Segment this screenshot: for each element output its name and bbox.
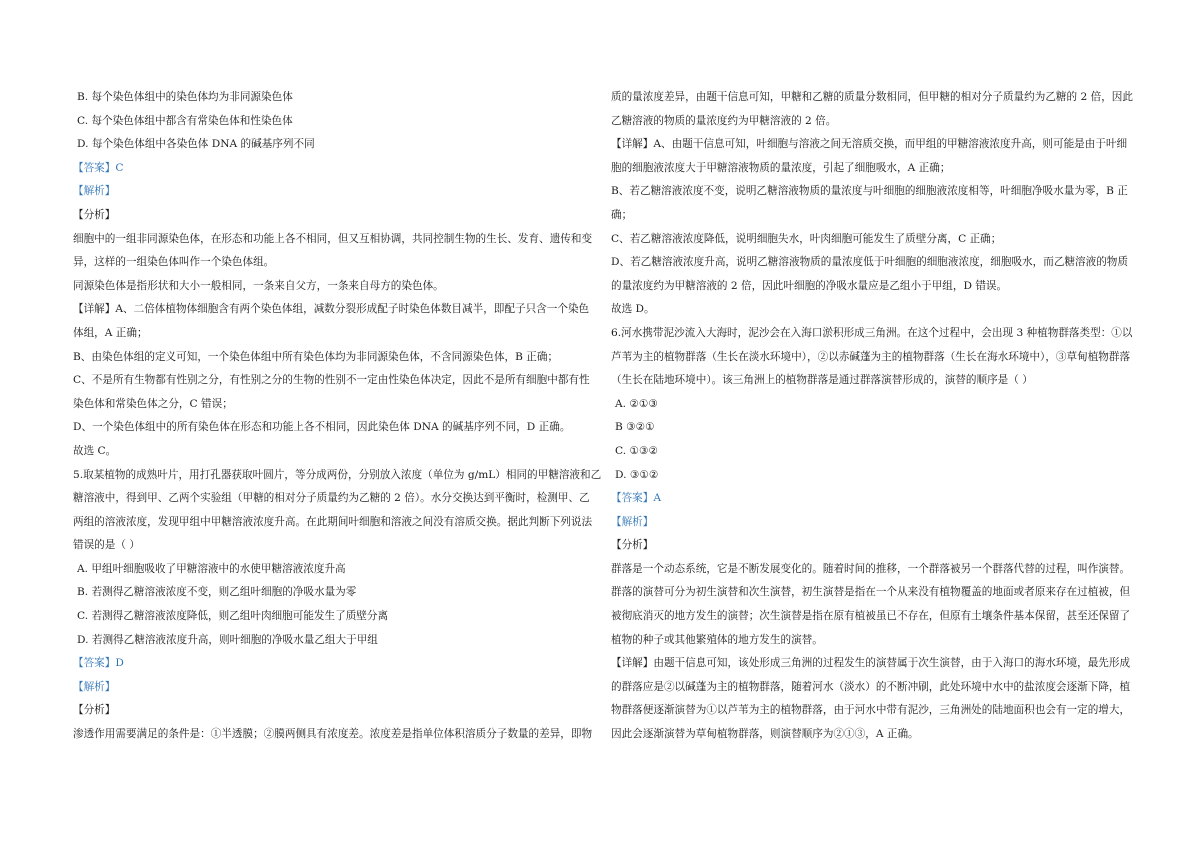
text-line: C. 每个染色体组中都含有常染色体和性染色体	[77, 114, 293, 127]
text-line: 乙糖溶液的物质的量浓度约为甲糖溶液的 2 倍。	[611, 114, 837, 127]
text-line: 错误的是（ ）	[73, 539, 140, 552]
text-line: B. 每个染色体组中的染色体均为非同源染色体	[77, 91, 293, 103]
text-line: 细胞中的一组非同源染色体，在形态和功能上各不相同，但又互相协调，共同控制生物的生长、发育、遗传和变	[73, 232, 593, 245]
text-line: D. 若测得乙糖溶液浓度升高，则叶细胞的净吸水量乙组大于甲组	[77, 633, 378, 646]
text-line: 【详解】A、由题干信息可知，叶细胞与溶液之间无溶质交换，而甲组的甲糖溶液浓度升高，则可能是由于叶细	[611, 138, 1128, 151]
text-line: B、若乙糖溶液浓度不变，说明乙糖溶液物质的量浓度与叶细胞的细胞液浓度相等，叶细胞净吸水量为零，B 正	[611, 185, 1128, 198]
text-line: C、若乙糖溶液浓度降低，说明细胞失水，叶肉细胞可能发生了质壁分离，C 正确；	[611, 232, 1002, 245]
text-line: 质的量浓度差异，由题干信息可知，甲糖和乙糖的质量分数相同，但甲糖的相对分子质量约为乙糖的 2 倍，因此	[611, 91, 1133, 103]
text-line: 植物的种子或其他繁殖体的地方发生的演替。	[611, 633, 823, 646]
text-line: 异，这样的一组染色体叫作一个染色体组。	[73, 256, 275, 269]
text-line: 渗透作用需要满足的条件是：①半透膜；②膜两侧具有浓度差。浓度差是指单位体积溶质分子数量的差异，即物	[73, 728, 593, 741]
text-line: 物群落便逐渐演替为①以芦苇为主的植物群落，由于河水中带有泥沙，三角洲处的陆地面积也会有一定的增大，	[611, 704, 1131, 717]
text-line: 的量浓度约为甲糖溶液的 2 倍，因此叶细胞的净吸水量应是乙组小于甲组，D 错误。	[611, 279, 1008, 292]
text-line: B、由染色体组的定义可知，一个染色体组中所有染色体均为非同源染色体，不含同源染色体，B 正确；	[73, 350, 559, 363]
text-line: 6.河水携带泥沙流入大海时，泥沙会在入海口淤积形成三角洲。在这个过程中，会出现 3 种植物群落类型：①以	[611, 326, 1133, 339]
text-line: 因此会逐渐演替为草甸植物群落，则演替顺序为②①③，A 正确。	[611, 728, 919, 741]
text-line: C. ①③②	[615, 444, 658, 457]
text-line: C. 若测得乙糖溶液浓度降低，则乙组叶肉细胞可能发生了质壁分离	[77, 610, 389, 623]
text-line: 糖溶液中，得到甲、乙两个实验组（甲糖的相对分子质量约为乙糖的 2 倍）。水分交换达到平衡时，检测甲、乙	[73, 492, 590, 505]
text-line: 【答案】D	[73, 657, 124, 670]
right-column	[611, 86, 1131, 747]
text-line: C、不是所有生物都有性别之分，有性别之分的生物的性别不一定由性染色体决定，因此不是所有细胞中都有性	[73, 374, 590, 387]
text-line: B. 若测得乙糖溶液浓度不变，则乙组叶细胞的净吸水量为零	[77, 586, 357, 599]
text-line: 【分析】	[611, 539, 654, 552]
text-line: D、一个染色体组中的所有染色体在形态和功能上各不相同，因此染色体 DNA 的碱基序列不同，D 正确。	[73, 421, 571, 434]
text-line: D、若乙糖溶液浓度升高，说明乙糖溶液物质的量浓度低于叶细胞的细胞液浓度，细胞吸水，而乙糖溶液的物质	[611, 256, 1128, 269]
text-line: A. 甲组叶细胞吸收了甲糖溶液中的水使甲糖溶液浓度升高	[77, 562, 346, 575]
text-line: 故选 C。	[73, 444, 117, 457]
text-line: 5.取某植物的成熟叶片，用打孔器获取叶圆片，等分成两份，分别放入浓度（单位为 g/mL）相同的甲糖溶液和乙	[73, 468, 602, 481]
text-line: 【分析】	[73, 704, 116, 717]
text-line: 【答案】C	[73, 161, 124, 174]
text-line: （生长在陆地环境中）。该三角洲上的植物群落是通过群落演替形成的，演替的顺序是（ ）	[611, 374, 1033, 387]
text-line: D. 每个染色体组中各染色体 DNA 的碱基序列不同	[77, 138, 315, 151]
text-line: 群落是一个动态系统，它是不断发展变化的。随着时间的推移，一个群落被另一个群落代替的过程，叫作演替。	[611, 562, 1131, 575]
text-line: 同源染色体是指形状和大小一般相同，一条来自父方，一条来自母方的染色体。	[73, 279, 444, 292]
text-line: 【详解】由题干信息可知，该处形成三角洲的过程发生的演替属于次生演替，由于入海口的海水环境，最先形成	[611, 657, 1131, 670]
text-line: 【解析】	[73, 185, 116, 198]
text-line: 故选 D。	[611, 303, 655, 316]
text-line: 【解析】	[73, 680, 116, 693]
text-line: A. ②①③	[615, 397, 658, 410]
text-line: 【解析】	[611, 515, 654, 528]
text-line: 被彻底消灭的地方发生的演替；次生演替是指在原有植被虽已不存在，但原有土壤条件基本保留，甚至还保留了	[611, 610, 1131, 623]
text-line: 染色体和常染色体之分，C 错误；	[73, 397, 233, 410]
text-line: 体组，A 正确；	[73, 326, 148, 339]
text-line: 胞的细胞液浓度大于甲糖溶液物质的量浓度，引起了细胞吸水，A 正确；	[611, 161, 951, 174]
text-line: 的群落应是②以碱蓬为主的植物群落，随着河水（淡水）的不断冲刷，此处环境中水中的盐浓度会逐渐下降，植	[611, 680, 1131, 693]
left-column	[73, 86, 602, 747]
text-line: D. ③①②	[615, 468, 659, 481]
text-line: B ③②①	[615, 421, 655, 434]
text-line: 【详解】A、二倍体植物体细胞含有两个染色体组，减数分裂形成配子时染色体数目减半，即配子只含一个染色	[73, 303, 590, 316]
text-line: 【答案】A	[611, 492, 662, 505]
text-line: 芦苇为主的植物群落（生长在淡水环境中），②以赤碱蓬为主的植物群落（生长在海水环境中），③草甸植物群落	[611, 350, 1131, 363]
text-line: 两组的溶液浓度，发现甲组中甲糖溶液浓度升高。在此期间叶细胞和溶液之间没有溶质交换。据此判断下列说法	[73, 515, 593, 528]
text-line: 【分析】	[73, 208, 116, 221]
text-line: 确；	[611, 208, 633, 221]
text-line: 群落的演替可分为初生演替和次生演替，初生演替是指在一个从来没有植物覆盖的地面或者原来存在过植被，但	[611, 586, 1131, 599]
